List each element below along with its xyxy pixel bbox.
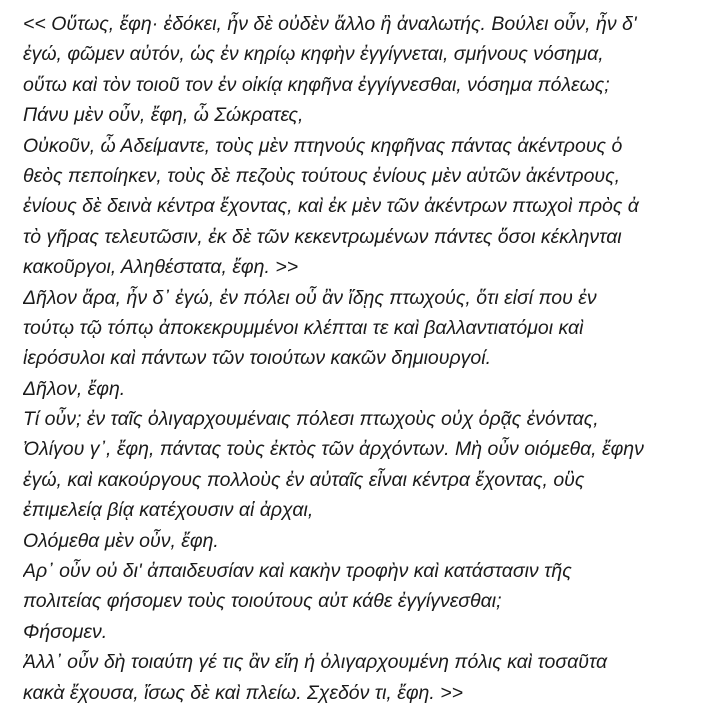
text-line: θεὸς πεποίηκεν, τοὺς δὲ πεζοὺς τούτους ἐνίους μὲν αὐτῶν ἀκέντρους, xyxy=(23,164,621,187)
text-line: Οὐκοῦν, ὦ Αδείμαντε, τοὺς μὲν πτηνούς κηφῆνας πάντας ἀκέντρους ὁ xyxy=(23,134,623,157)
text-line: ἱερόσυλοι καὶ πάντων τῶν τοιούτων κακῶν δημιουργοί. xyxy=(23,347,491,370)
text-line: Αρ᾽ οὖν οὐ δι' ἀπαιδευσίαν καὶ κακὴν τροφὴν καὶ κατάστασιν τῆς xyxy=(23,560,572,583)
text-line: τούτῳ τῷ τόπῳ ἀποκεκρυμμένοι κλέπται τε καὶ βαλλαντιατόμοι καὶ xyxy=(23,316,584,339)
text-line: << Οὕτως, ἔφη· ἐδόκει, ἦν δὲ οὐδὲν ἄλλο ἢ ἀναλωτής. Βούλει οὖν, ἦν δ' xyxy=(23,13,637,35)
text-line: ἐνίους δὲ δεινὰ κέντρα ἔχοντας, καὶ ἐκ μὲν τῶν ἀκέντρων πτωχοὶ πρὸς ἀ xyxy=(23,195,639,218)
text-line: Φήσομεν. xyxy=(23,620,108,643)
text-line: κακὰ ἔχουσα, ἴσως δὲ καὶ πλείω. Σχεδόν τι, ἔφη. >> xyxy=(23,681,463,704)
text-line: ἐπιμελείᾳ βίᾳ κατέχουσιν αἱ ἀρχαι, xyxy=(23,499,314,522)
text-line: τὸ γῆρας τελευτῶσιν, ἐκ δὲ τῶν κεκεντρωμένων πάντες ὅσοι κέκληνται xyxy=(23,225,622,248)
text-line: Δῆλον, ἔφη. xyxy=(23,377,126,400)
text-line: οὕτω καὶ τὸν τοιοῦ τον ἐν οἰκίᾳ κηφῆνα ἐγγίγνεσθαι, νόσημα πόλεως; xyxy=(23,73,610,96)
text-line: ἐγώ, φῶμεν αὐτόν, ὡς ἐν κηρίῳ κηφὴν ἐγγίγνεται, σμήνους νόσημα, xyxy=(23,43,604,66)
text-line: Ἀλλ᾽ οὖν δὴ τοιαύτη γέ τις ἂν εἴη ἡ ὀλιγαρχουμένη πόλις καὶ τοσαῦτα xyxy=(23,651,608,674)
text-line: Πάνυ μὲν οὖν, ἔφη, ὦ Σώκρατες, xyxy=(23,104,304,127)
text-line: Ολόμεθα μὲν οὖν, ἔφη. xyxy=(23,529,219,552)
text-line: πολιτείας φήσομεν τοὺς τοιούτους αὐτ κάθε ἐγγίγνεσθαι; xyxy=(23,590,502,613)
text-line: Τί οὖν; ἐν ταῖς ὀλιγαρχουμέναις πόλεσι πτωχοὺς οὐχ ὁρᾷς ἐνόντας, xyxy=(23,408,599,431)
text-line: Ὀλίγου γ᾽, ἔφη, πάντας τοὺς ἐκτὸς τῶν ἀρχόντων. Μὴ οὖν οιόμεθα, ἔφην xyxy=(23,438,644,461)
text-line: κακοῦργοι, Αληθέστατα, ἔφη. >> xyxy=(23,256,299,279)
text-line: Δῆλον ἄρα, ἦν δ᾽ ἐγώ, ἐν πόλει οὗ ἂν ἴδῃς πτωχούς, ὅτι εἰσί που ἐν xyxy=(23,286,597,309)
text-line: ἐγώ, καὶ κακούργους πολλοὺς ἐν αὐταῖς εἶναι κέντρα ἔχοντας, οὓς xyxy=(23,468,585,491)
